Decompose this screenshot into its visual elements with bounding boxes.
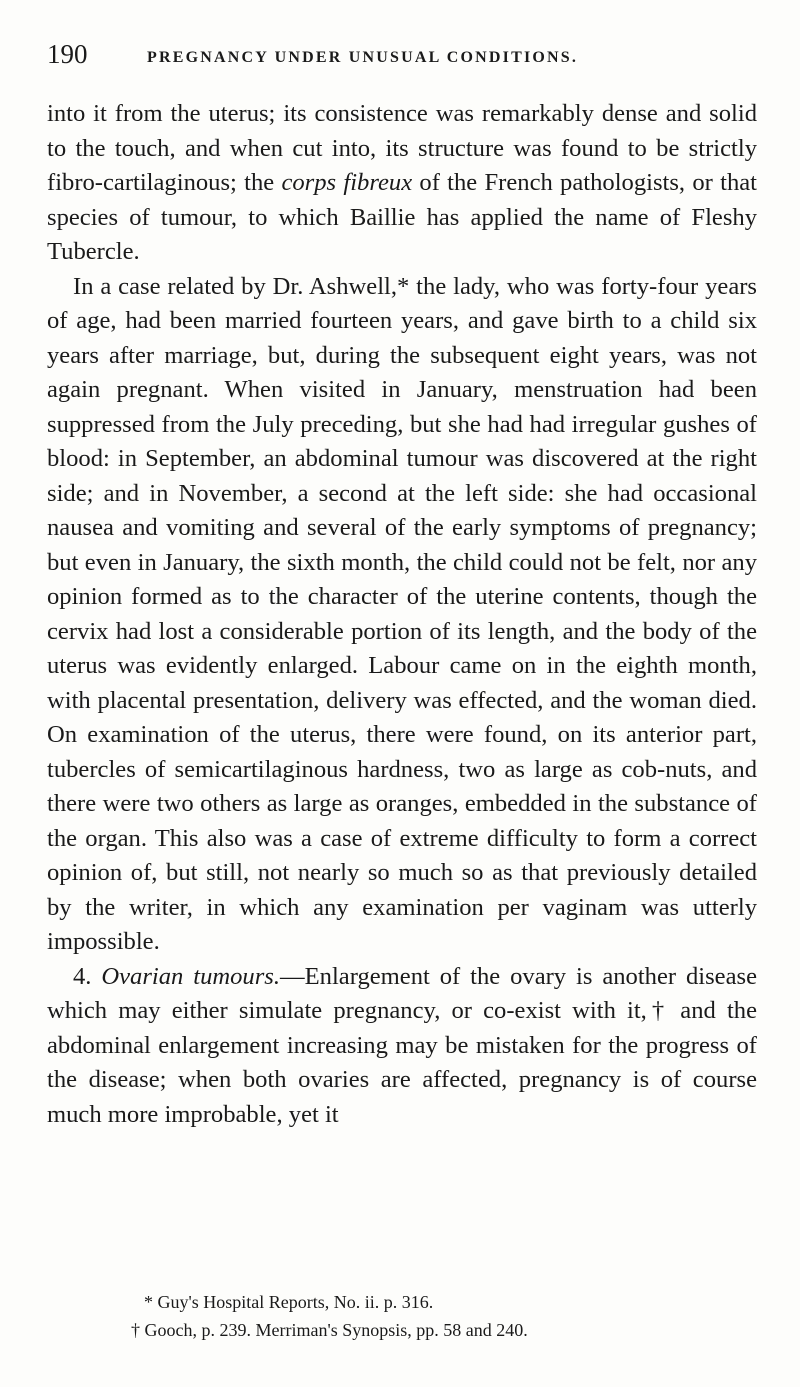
body-text [47, 97, 757, 1132]
footnotes [47, 1288, 757, 1344]
running-title: PREGNANCY UNDER UNUSUAL CONDITIONS. [147, 49, 579, 66]
paragraph-ovarian-tumours [47, 960, 757, 1133]
footnote-2: † Gooch, p. 239. Merriman's Synopsis, pp. 58 and 240. [131, 1320, 528, 1340]
footnote-1: * Guy's Hospital Reports, No. ii. p. 316. [144, 1292, 434, 1312]
section-number: 4. [73, 962, 102, 990]
paragraph-1-text-a: into it from the uterus; its consistence was remarkably dense and solid to the touch, and when cut into, its structure was found to be strictly fibro-cartilaginous; the [47, 100, 757, 196]
paragraph-ashwell-case: In a case related by Dr. Ashwell,* the lady, who was forty-four years of age, had been married fourteen years, and gave birth to a child six years after marriage, but, during the subsequent eight years, was not again pregnant. When visited in January, menstruation had been suppressed from the July preceding, but she had had irregular gushes of blood: in September, an abdominal tumour was discovered at the right side; and in November, a second at the left side: she had occasional nausea and vomiting and several of the early symptoms of pregnancy; but even in January, the sixth month, the child could not be felt, nor any opinion formed as to the character of the uterine contents, though the cervix had lost a considerable portion of its length, and the body of the uterus was evidently enlarged. Labour came on in the eighth month, with placental presentation, delivery was effected, and the woman died. On examination of the uterus, there were found, on its anterior part, tubercles of semicartilaginous hardness, two as large as cob-nuts, and there were two others as large as oranges, embedded in the substance of the organ. This also was a case of extreme difficulty to form a correct opinion of, but still, not nearly so much so as that previously detailed by the writer, in which any examination per vaginam was utterly impossible. [47, 272, 757, 955]
paragraph-1-text-b: of the French pathologists, or that species of tumour, to which Baillie has applied the name of Fleshy Tubercle. [47, 169, 757, 265]
page-number: 190 [47, 39, 88, 69]
paragraph-1-italic-term: corps fibreux [281, 169, 413, 196]
section-heading-italic: Ovarian tumours. [101, 962, 281, 990]
paragraph-3-text: —Enlargement of the ovary is another disease which may either simulate pregnancy, or co-exist with it,† and the abdominal enlargement increasing may be mistaken for the progress of the disease; when both ovaries are affected, pregnancy is of course much more improbable, yet it [47, 962, 757, 1128]
running-head [47, 34, 757, 74]
paragraph-continuation [47, 97, 757, 270]
